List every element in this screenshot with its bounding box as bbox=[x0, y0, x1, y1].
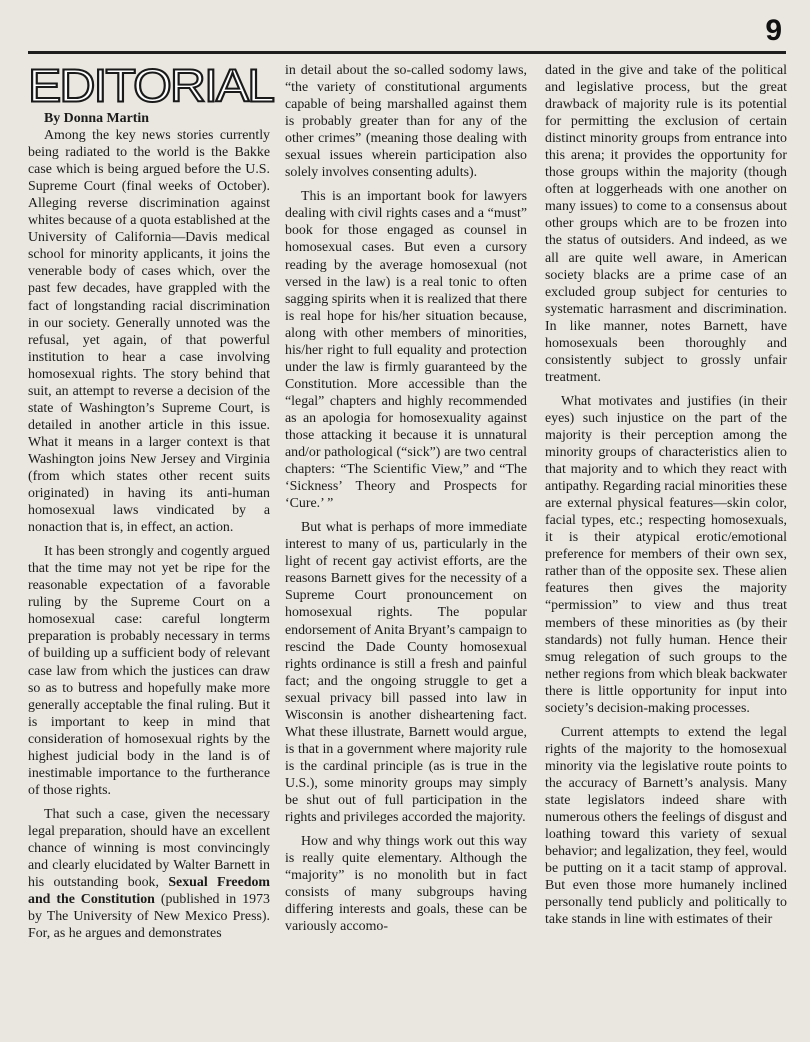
paragraph: This is an important book for lawyers dealing with civil rights cases and a “must” book for those engaged as counsel in homosexual cases. But even a cursory reading by the average homosexual (not versed in the law) is a real tonic to often sagging spirits when it is realized that there is real hope for his/her situation because, along with other members of minorities, his/her right to full equality and protection under the law is firmly guaranteed by the Constitution. More accessible than the “legal” chapters and highly recommended as an apologia for homosexuality against those attacking it because it is unnatural and/or pathological (“sick”) are two central chapters: “The Scientific View,” and “The ‘Sickness’ Theory and Prospects for ‘Cure.’ ” bbox=[285, 189, 527, 512]
paragraph bbox=[28, 806, 270, 942]
column-3 bbox=[545, 62, 787, 928]
paragraph: dated in the give and take of the political and legislative process, but the great drawback of majority rule is its potential for permitting the exclusion of certain distinct minority groups from entrance into this arena; it provides the opportunity for those groups within the majority (though often at loggerheads with one another on many issues) to come to a consensus about other groups which are to be frozen into the status of outsiders. And indeed, as we all are quite well aware, in American society blacks are a prime case of an excluded group subject for centuries to systematic harrasment and discrimination. In like manner, notes Barnett, have homosexuals been thoroughly and consistently subject to grossly unfair treatment. bbox=[545, 63, 787, 385]
book-title: Sexual Freedom and the Constitution bbox=[28, 875, 270, 908]
byline: By Donna Martin bbox=[44, 111, 149, 126]
paragraph: It has been strongly and cogently argued that the time may not yet be ripe for the reasonable expectation of a favorable ruling by the Supreme Court on a homosexual case: careful longterm preparation is probably necessary in terms of building up a sufficient body of relevant case law from which the justices can draw so as to butress and hopefully make more generally acceptable the final ruling. But it is important to keep in mind that consideration of homosexual rights by the highest judicial body in the land is of inestimable importance to the furtherance of those rights. bbox=[28, 544, 270, 798]
paragraph: Current attempts to extend the legal rights of the majority to the homosexual minority via the legislative route points to the accuracy of Barnett’s analysis. Many state legislators indeed share with numerous others the feelings of disgust and loathing toward this variety of sexual behavior; and legalization, they feel, would be putting on it a tacit stamp of approval. But even those more humanely inclined personally tend publicly and politically to take stands in line with estimates of their bbox=[545, 724, 787, 928]
page-number: 9 bbox=[765, 14, 782, 47]
paragraph: Among the key news stories currently being radiated to the world is the Bakke case which is being argued before the U.S. Supreme Court (final weeks of October). Alleging reverse discrimination against whites because of a quota established at the University of California—Davis medical school for minority applicants, it joins the venerable body of cases which, over the past few decades, have grappled with the fact of longstanding racial discrimination in our society. Generally unnoted was the refusal, yet again, of that powerful institution to hear a case involving homosexual rights. The story behind that suit, an attempt to reverse a decision of the state of Washington’s Supreme Court, is detailed in another article in this issue. What it means in a larger context is that Washington joins New Jersey and Virginia (from which states other recent suits originated) in having its anti-human homosexual laws vindicated by a nonaction that is, in effect, an action. bbox=[28, 128, 270, 536]
header-rule bbox=[28, 51, 786, 54]
paragraph: But what is perhaps of more immediate interest to many of us, particularly in the light of recent gay activist efforts, are the reasons Barnett gives for the necessity of a Supreme Court pronouncement on homosexual rights. The popular endorsement of Anita Bryant’s campaign to rescind the Dade County homosexual rights ordinance is still a fresh and painful fact; and the ongoing struggle to get a sexual privacy bill passed into law in Wisconsin is another disheartening fact. What these illustrate, Barnett would argue, is that in a government where majority rule is the cardinal principle (as is true in the U.S.), some minority groups may simply be shut out of full participation in the rights and privileges accorded the majority. bbox=[285, 520, 527, 826]
editorial-masthead: EDITORIAL bbox=[28, 60, 274, 112]
column-2 bbox=[285, 62, 527, 935]
column-1 bbox=[28, 60, 274, 942]
paragraph-text: That such a case, given the necessary legal preparation, should have an excellent chance of winning is most convincingly and clearly elucidated by Walter Barnett in his outstanding book, bbox=[28, 806, 270, 891]
paragraph: What motivates and justifies (in their eyes) such injustice on the part of the majority is their perception among the minority groups of characteristics alien to that majority and to which they react with antipathy. Regarding racial minorities these are external physical features—skin color, facial types, etc.; respecting homosexuals, it is their atypical erotic/emotional preference for members of their own sex, rather than of the opposite sex. These alien features then gives the majority “permission” to view and thus treat members of these minorities as (by their standards) not fully human. Hence their smug relegation of such groups to the nether regions from which bleak backwater there is little opportunity for input into society’s decision-making processes. bbox=[545, 393, 787, 716]
paragraph: in detail about the so-called sodomy laws, “the variety of constitutional arguments capable of being marshalled against them is probably greater than for any of the other crimes” (meaning those dealing with sexual issues wherein participation also solely involves consenting adults). bbox=[285, 63, 527, 181]
paragraph-text: (published in 1973 by The University of New Mexico Press). For, as he argues and demonstrates bbox=[28, 892, 270, 942]
paragraph: How and why things work out this way is really quite elementary. Although the “majority” is no monolith but in fact consists of many subgroups having differing interests and goals, these can be variously accomo- bbox=[285, 834, 527, 935]
